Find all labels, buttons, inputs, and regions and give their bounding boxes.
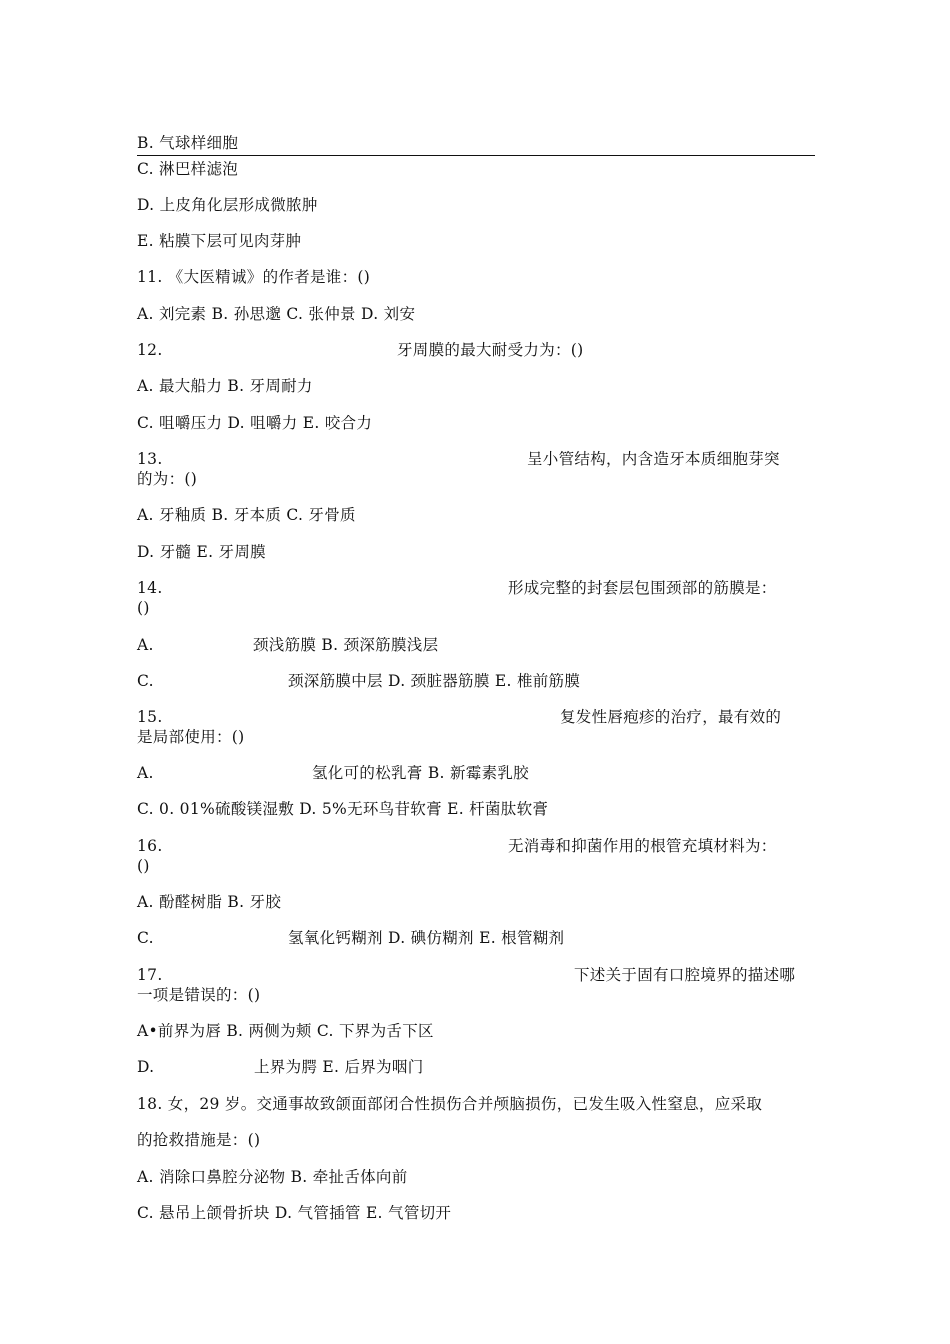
question-15-text-cont: 是局部使用：() [137,728,245,746]
question-16-number: 16. [137,837,163,855]
question-11: 11. 《大医精诚》的作者是谁：() [137,268,371,286]
question-14-options-1: 颈浅筋膜 B. 颈深筋膜浅层 [253,636,439,654]
question-14-option-a-label: A. [137,636,154,654]
question-14-text-cont: () [137,599,150,617]
question-16-option-c-label: C. [137,929,154,947]
question-13-text: 呈小管结构，内含造牙本质细胞芽突 [527,450,780,468]
option-c-line: C. 淋巴样滤泡 [137,160,239,178]
question-14-text: 形成完整的封套层包围颈部的筋膜是： [508,579,777,597]
option-b-line: B. 气球样细胞 [137,134,239,152]
question-17-options-1: A•前界为唇 B. 两侧为颊 C. 下界为舌下区 [137,1022,434,1040]
question-17-number: 17. [137,966,163,984]
question-18-options-2: C. 悬吊上颌骨折块 D. 气管插管 E. 气管切开 [137,1204,452,1222]
question-15-option-a-label: A. [137,764,154,782]
question-12-options-2: C. 咀嚼压力 D. 咀嚼力 E. 咬合力 [137,414,373,432]
question-17-text: 下述关于固有口腔境界的描述哪 [574,966,796,984]
question-14-number: 14. [137,579,163,597]
question-15-options-2: C. 0. 01%硫酸镁湿敷 D. 5%无环鸟苷软膏 E. 杆菌肽软膏 [137,800,549,818]
question-18: 18. 女，29 岁。交通事故致颌面部闭合性损伤合并颅脑损伤，已发生吸入性窒息，应采取 [137,1095,763,1113]
question-15-number: 15. [137,708,163,726]
question-11-options: A. 刘完素 B. 孙思邈 C. 张仲景 D. 刘安 [137,305,416,323]
question-17-option-d-label: D. [137,1058,155,1076]
question-12-options-1: A. 最大船力 B. 牙周耐力 [137,377,313,395]
question-15-text: 复发性唇疱疹的治疗，最有效的 [560,708,782,726]
question-14-options-2: 颈深筋膜中层 D. 颈脏器筋膜 E. 椎前筋膜 [288,672,581,690]
question-13-options-1: A. 牙釉质 B. 牙本质 C. 牙骨质 [137,506,356,524]
question-13-number: 13. [137,450,163,468]
question-17-text-cont: 一项是错误的：() [137,986,261,1004]
question-16-options-1: A. 酚醛树脂 B. 牙胶 [137,893,282,911]
question-18-text-cont: 的抢救措施是：() [137,1131,261,1149]
question-17-options-2: 上界为腭 E. 后界为咽门 [254,1058,424,1076]
question-15-options-1: 氢化可的松乳膏 B. 新霉素乳胶 [312,764,529,782]
question-16-options-2: 氢氧化钙糊剂 D. 碘仿糊剂 E. 根管糊剂 [288,929,565,947]
question-14-option-c-label: C. [137,672,154,690]
horizontal-rule [137,155,815,156]
question-16-text: 无消毒和抑菌作用的根管充填材料为： [508,837,777,855]
question-16-text-cont: () [137,857,150,875]
option-d-line: D. 上皮角化层形成微脓肿 [137,196,318,214]
question-13-text-cont: 的为：() [137,470,198,488]
question-12-text: 牙周膜的最大耐受力为：() [397,341,584,359]
question-18-options-1: A. 消除口鼻腔分泌物 B. 牵扯舌体向前 [137,1168,408,1186]
option-e-line: E. 粘膜下层可见肉芽肿 [137,232,302,250]
question-13-options-2: D. 牙髓 E. 牙周膜 [137,543,266,561]
question-12-number: 12. [137,341,163,359]
